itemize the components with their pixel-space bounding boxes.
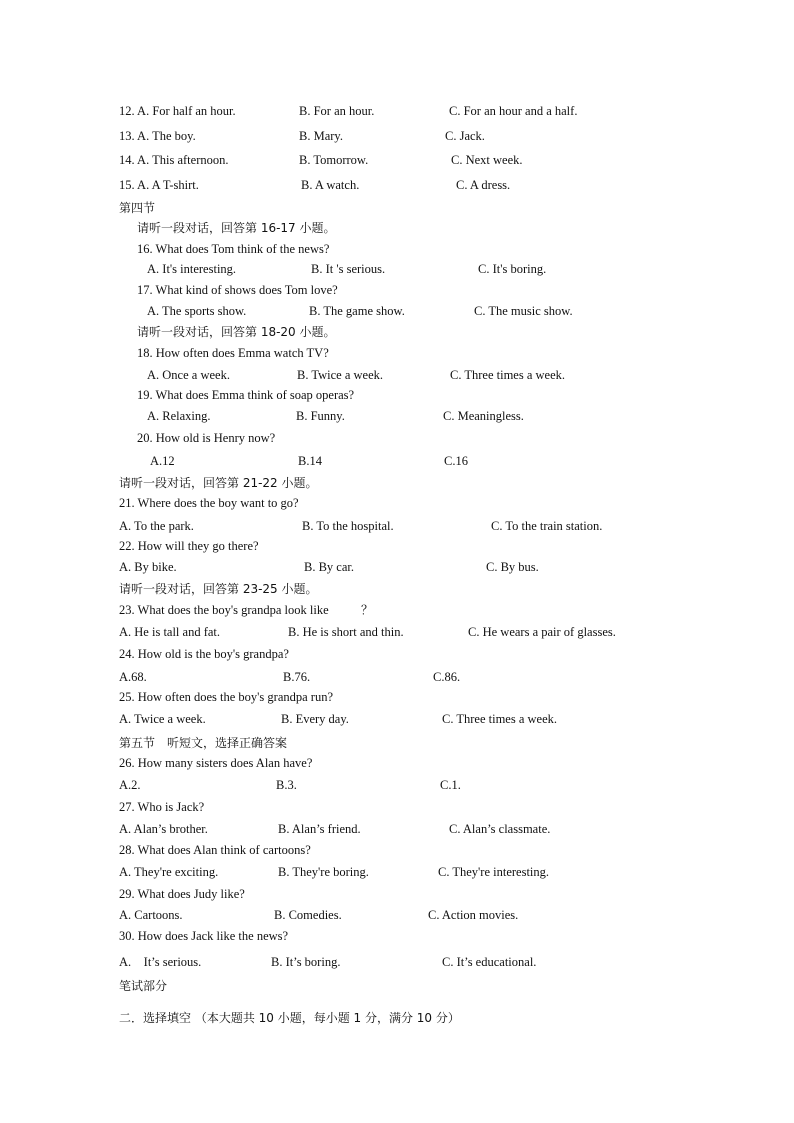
text-line: [0, 517, 794, 535]
text-segment: 请听一段对话，回答第 23-25 小题。: [119, 582, 318, 596]
text-segment: A. They're exciting.: [119, 865, 219, 879]
text-segment: 21. Where does the boy want to go?: [119, 496, 299, 510]
text-segment: C. They're interesting.: [438, 865, 550, 879]
text-segment: B. The game show.: [309, 304, 405, 318]
text-segment: 27. Who is Jack?: [119, 800, 205, 814]
text-segment: 30. How does Jack like the news?: [119, 929, 289, 943]
text-segment: C. The music show.: [474, 304, 573, 318]
text-segment: B. To the hospital.: [302, 519, 394, 533]
text-line: [0, 820, 794, 838]
text-segment: 17. What kind of shows does Tom love?: [137, 283, 338, 297]
text-line: [0, 366, 794, 384]
text-segment: C. Next week.: [451, 153, 523, 167]
text-segment: B. Tomorrow.: [299, 153, 369, 167]
text-line: [0, 601, 794, 619]
text-segment: C. Three times a week.: [442, 712, 558, 726]
text-segment: C.16: [444, 454, 468, 468]
text-line: [0, 953, 794, 971]
text-segment: A. The sports show.: [147, 304, 247, 318]
text-segment: A. Alan’s brother.: [119, 822, 208, 836]
text-segment: C. He wears a pair of glasses.: [468, 625, 616, 639]
text-line: [0, 151, 794, 169]
text-segment: A. It’s serious.: [119, 955, 202, 969]
text-segment: C. Jack.: [445, 129, 485, 143]
text-line: [0, 452, 794, 470]
text-segment: A. To the park.: [119, 519, 194, 533]
text-segment: B. By car.: [304, 560, 354, 574]
text-segment: 请听一段对话，回答第 21-22 小题。: [119, 476, 318, 490]
text-line: [0, 1009, 794, 1027]
text-segment: C.86.: [433, 670, 461, 684]
text-segment: 13. A. The boy.: [119, 129, 196, 143]
text-segment: A. Once a week.: [147, 368, 230, 382]
text-segment: 笔试部分: [119, 979, 168, 993]
text-segment: 请听一段对话，回答第 18-20 小题。: [137, 325, 336, 339]
text-line: [0, 240, 794, 258]
text-segment: 第四节: [119, 201, 156, 215]
text-line: [0, 219, 794, 237]
text-line: [0, 281, 794, 299]
text-segment: A. By bike.: [119, 560, 177, 574]
text-segment: C.1.: [440, 778, 461, 792]
text-segment: B. Every day.: [281, 712, 349, 726]
text-segment: B.14: [298, 454, 322, 468]
text-line: [0, 102, 794, 120]
text-line: [0, 429, 794, 447]
text-segment: 22. How will they go there?: [119, 539, 259, 553]
text-segment: 第五节 听短文，选择正确答案: [119, 736, 288, 750]
text-segment: B. It’s boring.: [271, 955, 341, 969]
text-segment: 28. What does Alan think of cartoons?: [119, 843, 311, 857]
text-line: [0, 754, 794, 772]
text-segment: B. Alan’s friend.: [278, 822, 361, 836]
text-segment: 23. What does the boy's grandpa look like: [119, 603, 329, 617]
text-segment: B. Mary.: [299, 129, 343, 143]
text-segment: C. Alan’s classmate.: [449, 822, 551, 836]
text-line: [0, 841, 794, 859]
text-segment: C. Action movies.: [428, 908, 519, 922]
text-segment: B. Twice a week.: [297, 368, 384, 382]
text-line: [0, 199, 794, 217]
text-line: [0, 386, 794, 404]
text-segment: C. To the train station.: [491, 519, 603, 533]
text-segment: 15. A. A T-shirt.: [119, 178, 199, 192]
text-line: [0, 927, 794, 945]
text-segment: 24. How old is the boy's grandpa?: [119, 647, 289, 661]
text-line: [0, 623, 794, 641]
text-segment: B. They're boring.: [278, 865, 369, 879]
text-line: [0, 494, 794, 512]
text-segment: C. By bus.: [486, 560, 539, 574]
text-segment: A.12: [150, 454, 175, 468]
text-line: [0, 906, 794, 924]
text-segment: A. It's interesting.: [147, 262, 237, 276]
text-segment: 二．选择填空 （本大题共 10 小题，每小题 1 分，满分 10 分）: [119, 1011, 460, 1025]
text-line: [0, 537, 794, 555]
text-segment: 26. How many sisters does Alan have?: [119, 756, 313, 770]
text-segment: C. It's boring.: [478, 262, 547, 276]
text-segment: 12. A. For half an hour.: [119, 104, 236, 118]
text-line: [0, 323, 794, 341]
text-segment: 请听一段对话，回答第 16-17 小题。: [137, 221, 336, 235]
text-segment: B. He is short and thin.: [288, 625, 404, 639]
text-line: [0, 302, 794, 320]
text-segment: 14. A. This afternoon.: [119, 153, 229, 167]
text-line: [0, 474, 794, 492]
text-segment: 19. What does Emma think of soap operas?: [137, 388, 355, 402]
text-segment: C. A dress.: [456, 178, 511, 192]
text-segment: B. It 's serious.: [311, 262, 386, 276]
text-segment: B. Funny.: [296, 409, 345, 423]
text-segment: B.76.: [283, 670, 311, 684]
text-segment: 29. What does Judy like?: [119, 887, 245, 901]
text-line: [0, 645, 794, 663]
text-line: [0, 176, 794, 194]
text-segment: C. Meaningless.: [443, 409, 524, 423]
text-line: [0, 580, 794, 598]
text-line: [0, 977, 794, 995]
text-line: [0, 407, 794, 425]
text-segment: A. Twice a week.: [119, 712, 206, 726]
text-line: [0, 260, 794, 278]
text-segment: 20. How old is Henry now?: [137, 431, 276, 445]
text-segment: C. Three times a week.: [450, 368, 566, 382]
text-line: [0, 776, 794, 794]
text-segment: ？: [361, 603, 374, 617]
text-segment: B.3.: [276, 778, 297, 792]
text-segment: C. It’s educational.: [442, 955, 537, 969]
text-segment: A. He is tall and fat.: [119, 625, 221, 639]
text-line: [0, 558, 794, 576]
text-segment: A. Relaxing.: [147, 409, 211, 423]
text-line: [0, 710, 794, 728]
text-line: [0, 127, 794, 145]
text-segment: B. Comedies.: [274, 908, 342, 922]
text-line: [0, 344, 794, 362]
text-segment: 25. How often does the boy's grandpa run?: [119, 690, 334, 704]
text-line: [0, 798, 794, 816]
text-line: [0, 688, 794, 706]
text-segment: A.2.: [119, 778, 141, 792]
text-segment: A.68.: [119, 670, 147, 684]
text-segment: A. Cartoons.: [119, 908, 183, 922]
text-segment: B. A watch.: [301, 178, 360, 192]
text-line: [0, 734, 794, 752]
text-line: [0, 668, 794, 686]
text-segment: C. For an hour and a half.: [449, 104, 578, 118]
text-segment: B. For an hour.: [299, 104, 375, 118]
text-line: [0, 885, 794, 903]
text-line: [0, 863, 794, 881]
text-segment: 16. What does Tom think of the news?: [137, 242, 330, 256]
text-segment: 18. How often does Emma watch TV?: [137, 346, 329, 360]
